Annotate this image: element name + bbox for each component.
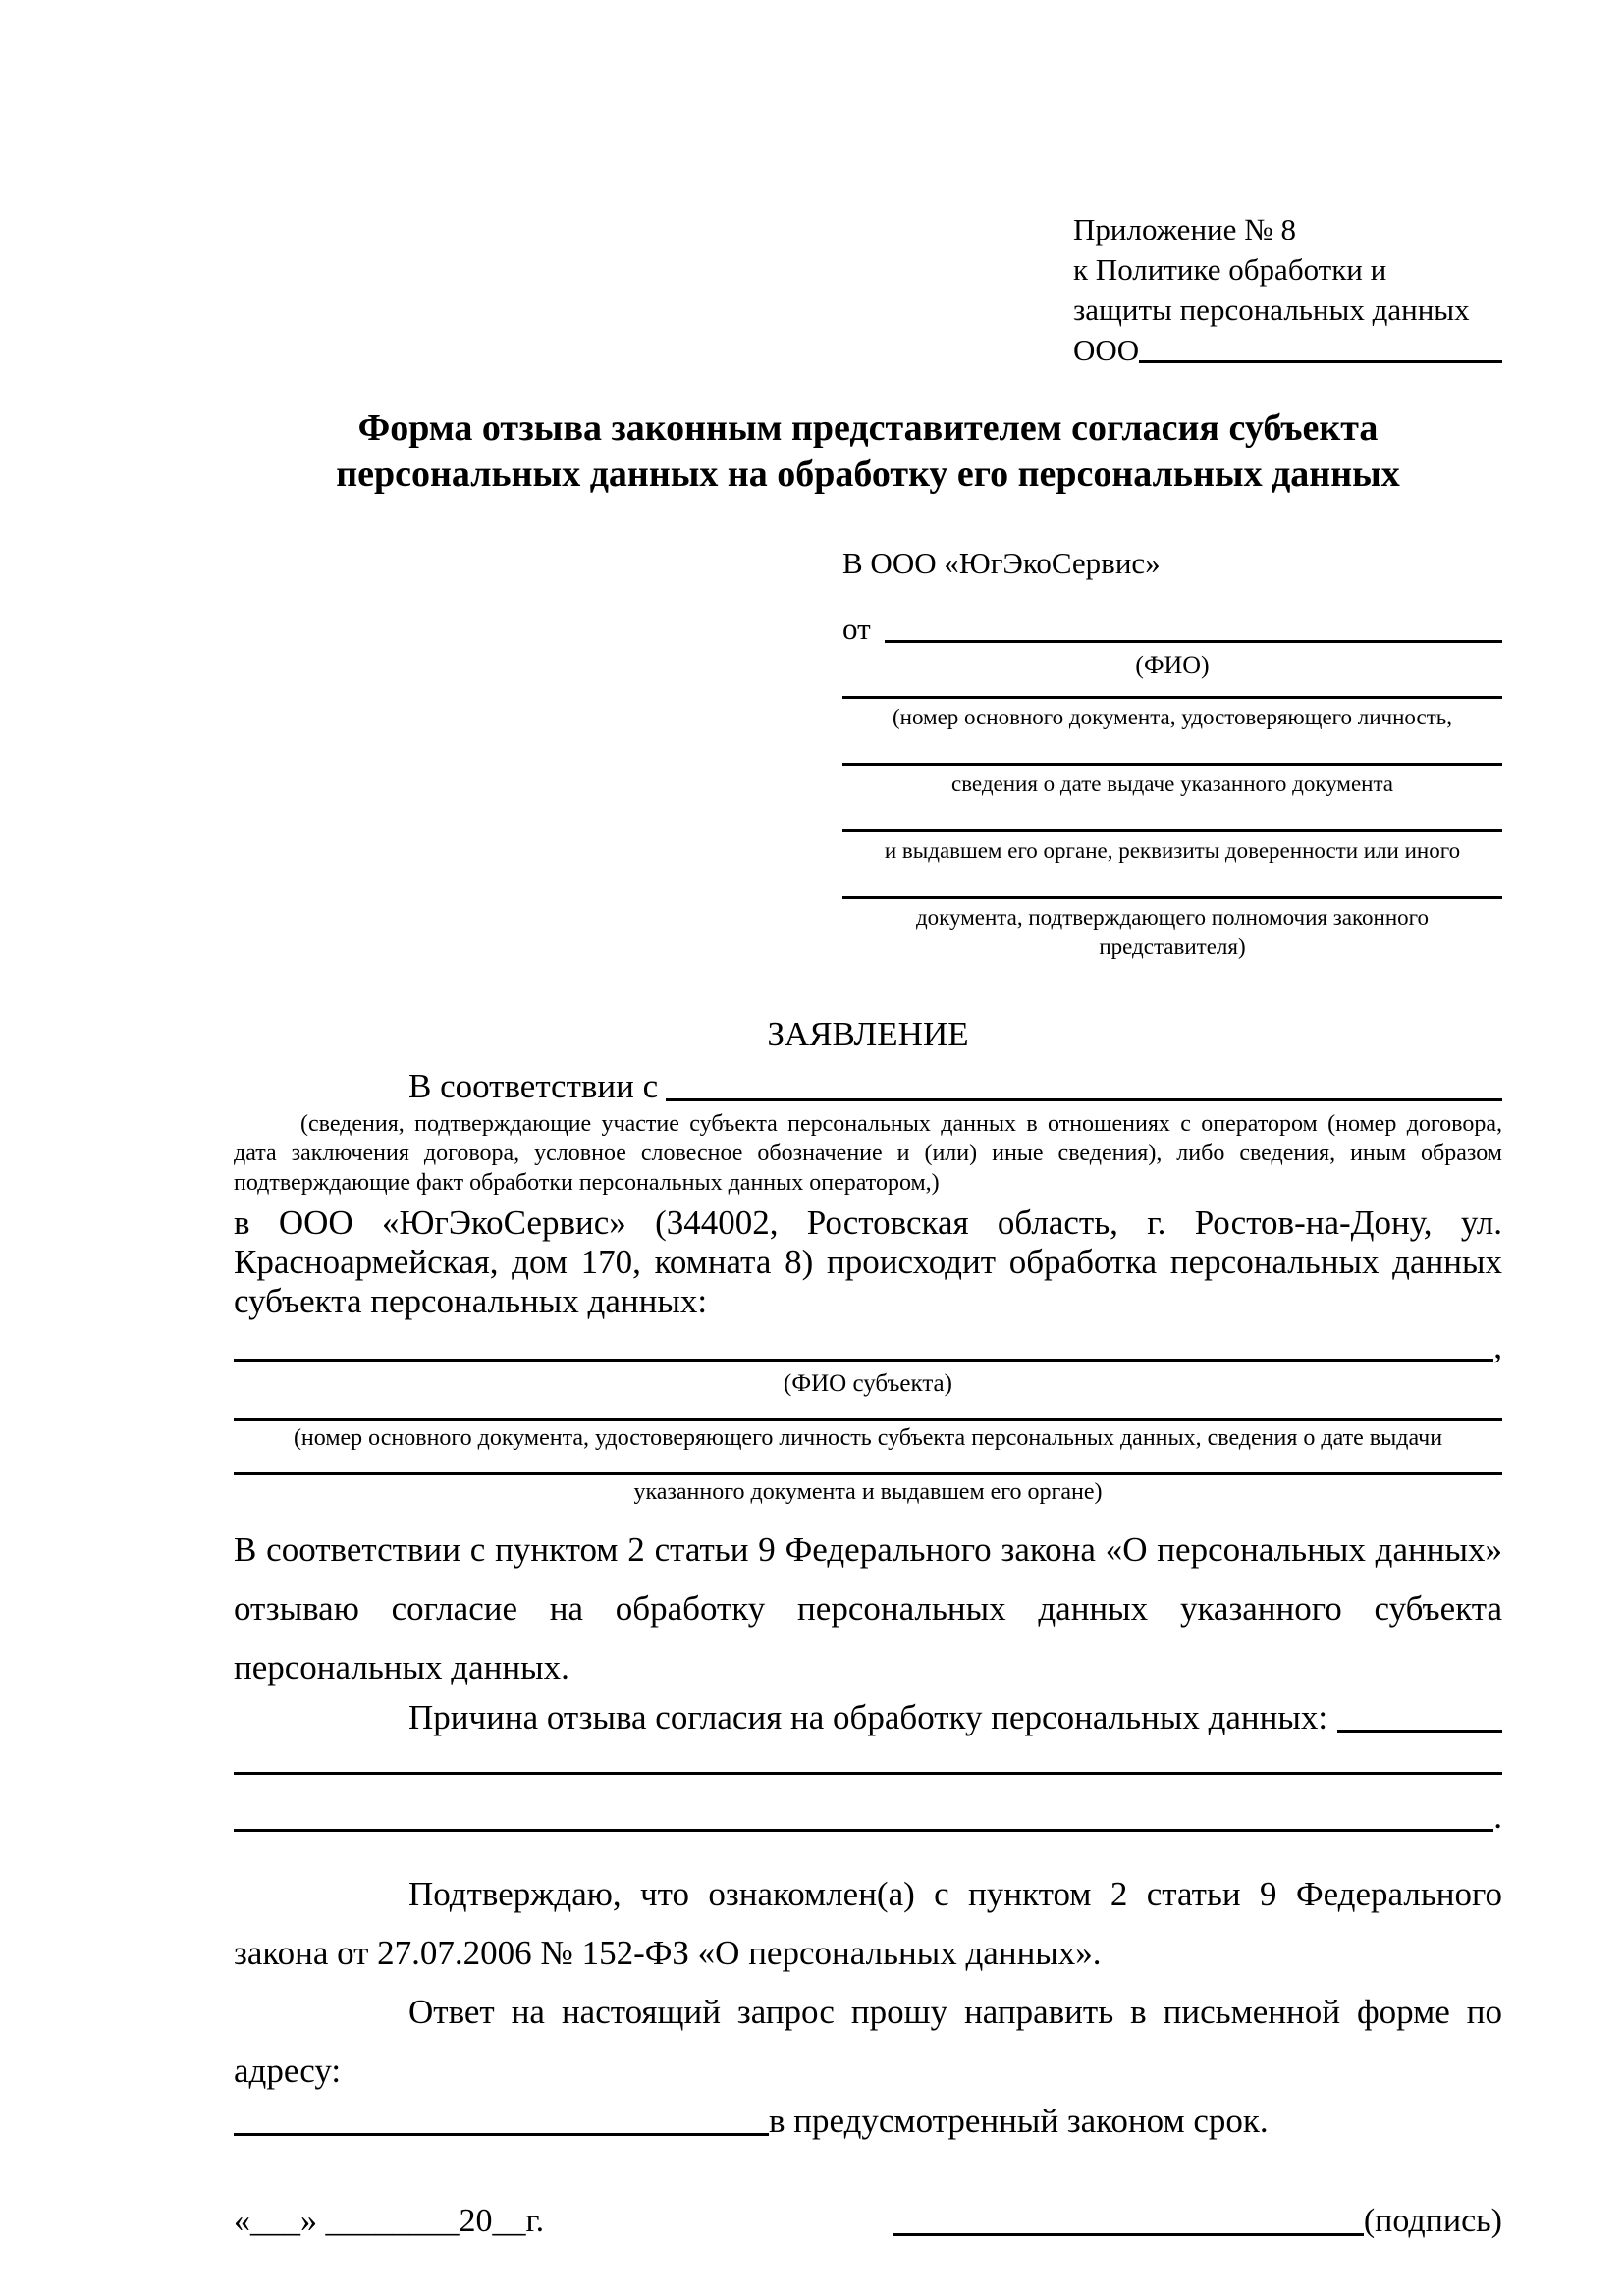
reason-row [234,1697,1502,1738]
appendix-company-row [1073,330,1502,370]
subject-fio-caption: (ФИО субъекта) [784,1370,952,1397]
subject-doc-blank-2 [234,1472,1502,1475]
appendix-block [1073,209,1502,370]
representative-doc-caption-3: и выдавшем его органе, реквизиты доверенности или иного [884,838,1461,863]
reply-address-blank [234,2132,769,2136]
representative-doc-caption-4: документа, подтверждающего полномочия законного представителя) [915,905,1429,959]
reason-end-row [234,1796,1502,1838]
basis-footnote: (сведения, подтверждающие участие субъекта персональных данных в отношениях с оператором (номер договора, дата заключения договора, условное словесное обозначение и (или) иные сведения), либо сведения, иным образом подтверждающие факт обработки персональных данных оператором,) [234,1111,1502,1196]
subject-doc-caption-1: (номер основного документа, удостоверяющего личность субъекта персональных данных, сведения о дате выдачи [293,1425,1443,1451]
addressee-from-row [842,609,1502,649]
page-title: Форма отзыва законным представителем согласия субъекта персональных данных на обработку его персональных данных [336,407,1400,495]
reason-prefix: Причина отзыва согласия на обработку персональных данных: [408,1698,1328,1736]
reason-blank-1 [1337,1729,1502,1733]
reply-address-row [234,2101,1502,2142]
signature-caption: (подпись) [1363,2203,1502,2239]
subject-fio-row [234,1326,1502,1367]
statement-heading: ЗАЯВЛЕНИЕ [767,1015,969,1053]
company-name-blank [1139,359,1502,363]
representative-doc-blank-2 [842,763,1502,766]
representative-doc-blank-3 [842,829,1502,832]
in-accordance-row [234,1066,1502,1107]
from-prefix: от [842,612,871,646]
confirm-paragraph: Подтверждаю, что ознакомлен(а) с пунктом 2 статьи 9 Федерального закона от 27.07.2006 № 152-ФЗ «О персональных данных». [234,1875,1502,1972]
reply-suffix: в предусмотренный законом срок. [769,2102,1269,2140]
addressee-to: В ООО «ЮгЭкоСервис» [842,546,1161,580]
appendix-line-3: защиты персональных данных [1073,293,1470,327]
representative-doc-caption-1: (номер основного документа, удостоверяющего личность, [892,705,1452,729]
operator-paragraph: в ООО «ЮгЭкоСервис» (344002, Ростовская область, г. Ростов-на-Дону, ул. Красноармейская, дом 170, комната 8) происходит обработка персональных данных субъекта персональных данных: [234,1203,1502,1320]
appendix-line-1: Приложение № 8 [1073,212,1296,246]
footer-row [234,2201,1502,2242]
fio-caption: (ФИО) [1135,651,1210,679]
addressee-block [842,543,1502,962]
reason-blank-2 [234,1772,1502,1775]
in-accordance-prefix: В соответствии с [408,1067,659,1105]
representative-doc-blank-4 [842,896,1502,899]
subject-comma: , [1493,1327,1502,1365]
basis-blank [666,1097,1502,1101]
subject-doc-caption-2: указанного документа и выдавшем его органе) [633,1479,1103,1505]
appendix-line-2: к Политике обработки и [1073,252,1387,287]
representative-fio-blank [885,639,1502,643]
representative-doc-caption-2: сведения о дате выдаче указанного документа [950,772,1394,796]
company-prefix: ООО [1073,333,1140,367]
reason-blank-3 [234,1828,1493,1832]
representative-doc-blank-1 [842,696,1502,699]
subject-fio-blank [234,1358,1493,1362]
withdrawal-paragraph: В соответствии с пунктом 2 статьи 9 Федерального закона «О персональных данных» отзываю согласие на обработку персональных данных указанного субъекта персональных данных. [234,1530,1502,1686]
subject-doc-blank-1 [234,1418,1502,1421]
reason-period: . [1493,1797,1502,1836]
reply-paragraph: Ответ на настоящий запрос прошу направить в письменной форме по адресу: [234,1993,1502,2090]
date-line: «___» ________20__г. [234,2203,545,2239]
signature-block [893,2201,1502,2242]
signature-blank [893,2232,1364,2236]
